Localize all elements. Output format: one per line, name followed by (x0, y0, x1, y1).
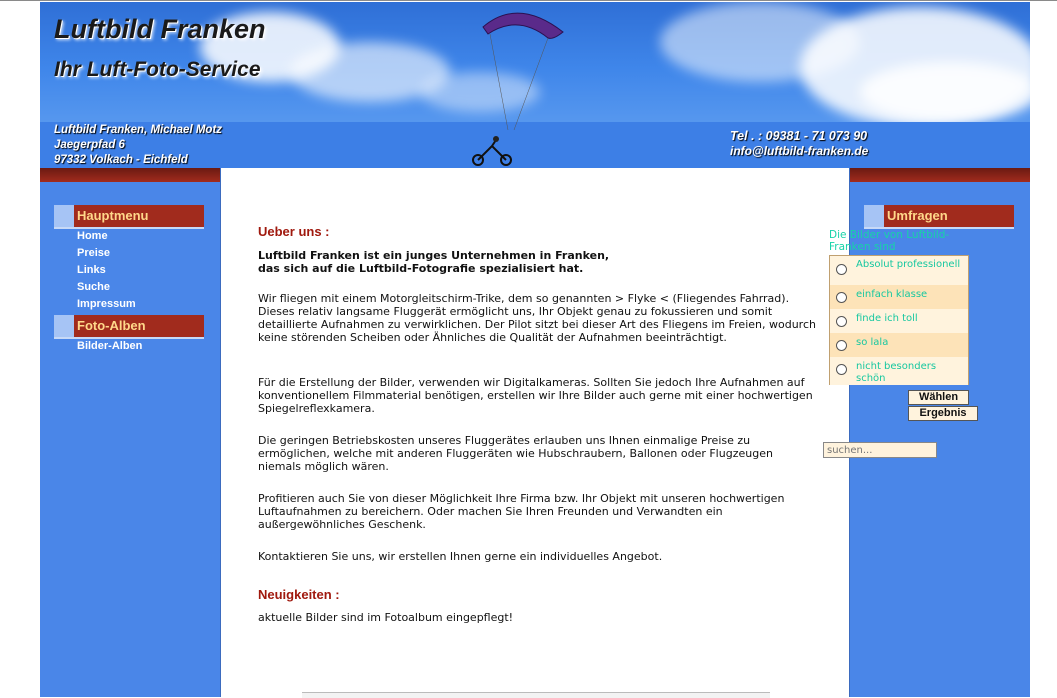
trike-icon (468, 132, 518, 168)
poll-heading (864, 205, 1014, 227)
contact-block (730, 129, 868, 159)
menu-square-icon (54, 315, 74, 337)
result-button[interactable]: Ergebnis (908, 406, 978, 421)
site-title: Luftbild Franken (54, 14, 266, 44)
radio-icon[interactable] (836, 292, 847, 303)
poll-options (829, 255, 969, 385)
poll-option[interactable]: Absolut professionell (830, 256, 968, 285)
poll-option[interactable]: einfach klasse (830, 285, 968, 309)
radio-icon[interactable] (836, 264, 847, 275)
main-menu-heading (54, 205, 204, 227)
poll-question: Die Bilder von Luftbild-Franken sind (829, 229, 950, 253)
poll-option[interactable]: nicht besonders schön (830, 357, 968, 385)
poll-option[interactable]: so lala (830, 333, 968, 357)
album-menu (77, 338, 142, 355)
phone-number: Tel . : 09381 - 71 073 90 (730, 129, 868, 143)
bottom-strip (302, 692, 770, 698)
nav-suche[interactable]: Suche (77, 281, 111, 293)
nav-preise[interactable]: Preise (77, 247, 111, 259)
news-heading: Neuigkeiten : (258, 587, 340, 602)
nav-home[interactable]: Home (77, 230, 108, 242)
menu-square-icon (54, 205, 74, 227)
nav-bilder-alben[interactable]: Bilder-Alben (77, 340, 143, 352)
foto-alben-heading (54, 315, 204, 337)
paraglider-icon (478, 2, 568, 132)
radio-icon[interactable] (836, 340, 847, 351)
about-heading: Ueber uns : (258, 224, 330, 239)
main-content (220, 168, 850, 697)
divider-bar-left (40, 168, 220, 182)
address-line: Jaegerpfad 6 (54, 139, 125, 151)
main-menu (77, 228, 136, 313)
poll-heading-label: Umfragen (884, 205, 1014, 227)
search-input[interactable] (823, 442, 937, 458)
foto-alben-label: Foto-Alben (74, 315, 204, 337)
menu-square-icon (864, 205, 884, 227)
paragraph-costs: Die geringen Betriebskosten unseres Fluggerätes erlauben uns Ihnen einmalige Preise zu ermöglichen, welche mit anderen Fluggeräten wie Hubschraubern, Ballonen oder Flugzeugen niemals möglich wären. (258, 434, 773, 473)
radio-icon[interactable] (836, 364, 847, 375)
address-line: 97332 Volkach - Eichfeld (54, 154, 188, 166)
email-link[interactable]: info@luftbild-franken.de (730, 144, 869, 158)
paragraph-contact: Kontaktieren Sie uns, wir erstellen Ihnen gerne ein individuelles Angebot. (258, 550, 663, 563)
intro-line: Luftbild Franken ist ein junges Unternehmen in Franken, (258, 249, 610, 262)
header-banner (40, 2, 1030, 168)
nav-impressum[interactable]: Impressum (77, 298, 136, 310)
paragraph-flyke: Wir fliegen mit einem Motorgleitschirm-Trike, dem so genannten > Flyke < (Fliegendes Fahrrad). Dieses relativ langsame Fluggerät ermöglicht uns, Ihr Objekt genau zu fokussieren und somit detaillierte Aufnahmen zu verwirklichen. Der Pilot sitzt bei dieser Art des Fliegens im Freien, wodurch keine störenden Scheiben oder Ähnliches die Qualität der Aufnahmen beeinträchtigt. (258, 292, 816, 344)
nav-links[interactable]: Links (77, 264, 106, 276)
paragraph-benefit: Profitieren auch Sie von dieser Möglichkeit Ihre Firma bzw. Ihr Objekt mit unseren hochwertigen Luftaufnahmen zu bereichern. Oder machen Sie Ihren Freunden und Verwandten ein außergewöhnliches Geschenk. (258, 492, 785, 531)
site-subtitle: Ihr Luft-Foto-Service (54, 58, 261, 81)
news-text: aktuelle Bilder sind im Fotoalbum eingepflegt! (258, 611, 514, 624)
divider-bar-right (850, 168, 1030, 182)
poll-option[interactable]: finde ich toll (830, 309, 968, 333)
address-block (54, 123, 222, 168)
main-menu-label: Hauptmenu (74, 205, 204, 227)
intro-line: das sich auf die Luftbild-Fotografie spezialisiert hat. (258, 262, 584, 275)
address-line: Luftbild Franken, Michael Motz (54, 124, 223, 136)
vote-button[interactable]: Wählen (908, 390, 969, 405)
paragraph-digital: Für die Erstellung der Bilder, verwenden wir Digitalkameras. Sollten Sie jedoch Ihre Aufnahmen auf konventionellem Filmmaterial benötigen, erstellen wir Ihre Bilder auch gerne mit einer hochwertigen Spiegelreflexkamera. (258, 376, 813, 415)
top-border (0, 0, 1057, 1)
radio-icon[interactable] (836, 316, 847, 327)
